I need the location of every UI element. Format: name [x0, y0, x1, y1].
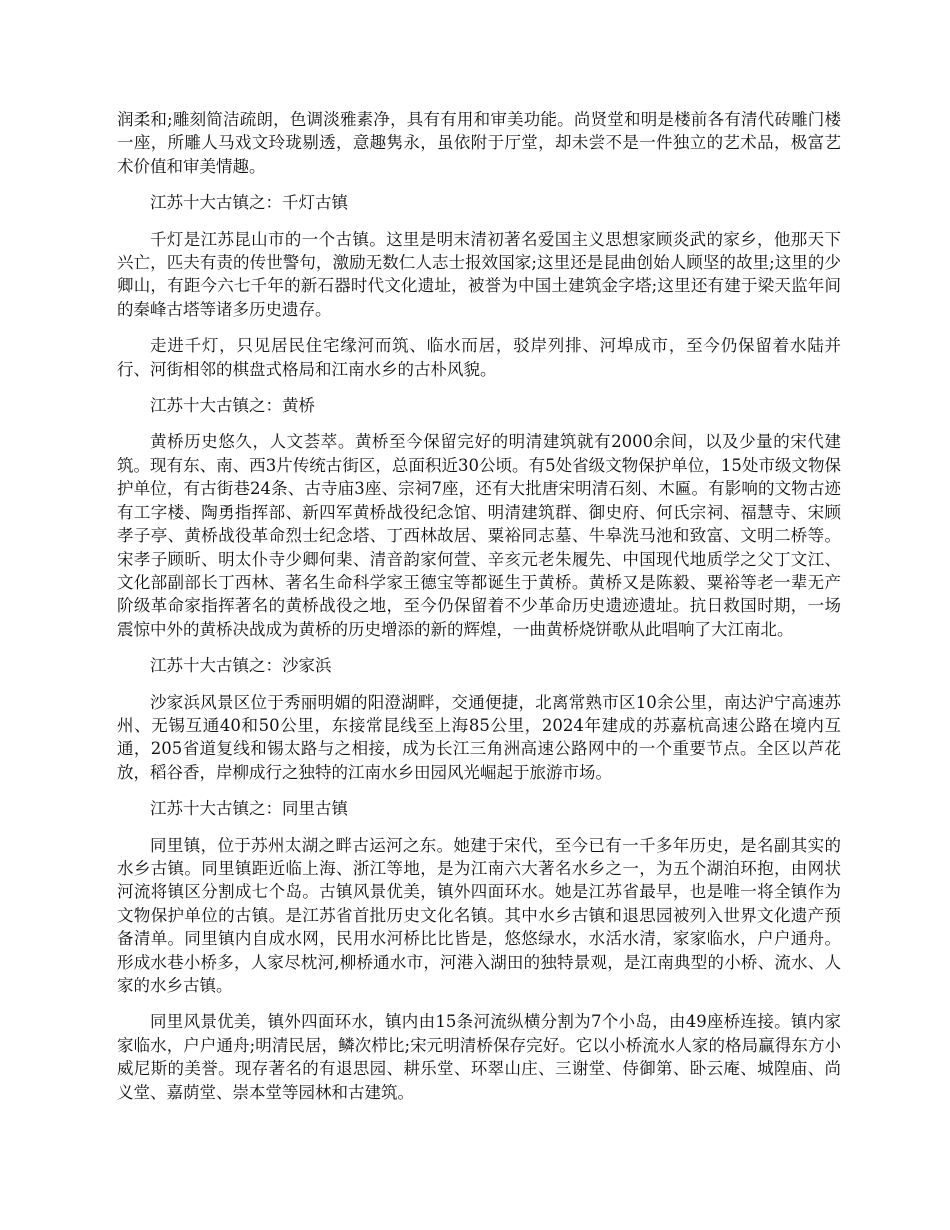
paragraph-tongli-overview: 同里镇，位于苏州太湖之畔古运河之东。她建于宋代，至今已有一千多年历史，是名副其实的水乡古镇。同里镇距近临上海、浙江等地，是为江南六大著名水乡之一，为五个湖泊环抱，由网状河流将镇区分割成七个岛。古镇风景优美，镇外四面环水。她是江苏省最早，也是唯一将全镇作为文物保护单位的古镇。是江苏省首批历史文化名镇。其中水乡古镇和退思园被列入世界文化遗产预备清单。同里镇内自成水网，民用水河桥比比皆是，悠悠绿水，水活水清，家家临水，户户通舟。形成水巷小桥多，人家尽枕河,柳桥通水市，河港入湖田的独特景观，是江南典型的小桥、流水、人家的水乡古镇。 — [117, 835, 841, 995]
paragraph-qiandeng-history: 千灯是江苏昆山市的一个古镇。这里是明末清初著名爱国主义思想家顾炎武的家乡，他那天下兴亡，匹夫有责的传世警句，激励无数仁人志士报效国家;这里还是昆曲创始人顾坚的故里;这里的少卿山，有距今六七千年的新石器时代文化遗址，被誉为中国土建筑金字塔;这里还有建于梁天监年间的秦峰古塔等诸多历史遗存。 — [117, 229, 841, 319]
section-heading-huangqiao: 江苏十大古镇之：黄桥 — [150, 396, 315, 416]
paragraph-qiandeng-layout: 走进千灯，只见居民住宅缘河而筑、临水而居，驳岸列排、河埠成市，至今仍保留着水陆并行、河街相邻的棋盘式格局和江南水乡的古朴风貌。 — [117, 336, 841, 379]
paragraph-huangqiao-history: 黄桥历史悠久，人文荟萃。黄桥至今保留完好的明清建筑就有2000余间，以及少量的宋代建筑。现有东、南、西3片传统古街区，总面积近30公顷。有5处省级文物保护单位，15处市级文物保护单位，有古街巷24条、古寺庙3座、宗祠7座，还有大批唐宋明清石刻、木匾。有影响的文物古迹有工字楼、陶勇指挥部、新四军黄桥战役纪念馆、明清建筑群、御史府、何氏宗祠、福慧寺、宋顾孝子亭、黄桥战役革命烈士纪念塔、丁西林故居、粟裕同志墓、牛皋洗马池和致富、文明二桥等。宋孝子顾昕、明太仆寺少卿何棐、清音韵家何萱、辛亥元老朱履先、中国现代地质学之父丁文江、文化部副部长丁西林、著名生命科学家王德宝等都诞生于黄桥。黄桥又是陈毅、粟裕等老一辈无产阶级革命家指挥著名的黄桥战役之地，至今仍保留着不少革命历史遗迹遗址。抗日救国时期，一场震惊中外的黄桥决战成为黄桥的历史增添的新的辉煌，一曲黄桥烧饼歌从此唱响了大江南北。 — [117, 432, 841, 639]
document-page — [117, 108, 841, 1117]
section-heading-qiandeng: 江苏十大古镇之：千灯古镇 — [150, 193, 348, 213]
section-heading-shajiabang: 江苏十大古镇之：沙家浜 — [150, 656, 332, 676]
paragraph-continued-intro: 润柔和;雕刻简洁疏朗，色调淡雅素净，具有有用和审美功能。尚贤堂和明是楼前各有清代砖雕门楼一座，所雕人马戏文玲珑剔透，意趣隽永，虽依附于厅堂，却未尝不是一件独立的艺术品，极富艺术价值和审美情趣。 — [117, 110, 841, 176]
paragraph-shajiabang-scenic: 沙家浜风景区位于秀丽明媚的阳澄湖畔，交通便捷，北离常熟市区10余公里，南达沪宁高速苏州、无锡互通40和50公里，东接常昆线至上海85公里，2024年建成的苏嘉杭高速公路在境内互通，205省道复线和锡太路与之相接，成为长江三角洲高速公路网中的一个重要节点。全区以芦花放，稻谷香，岸柳成行之独特的江南水乡田园风光崛起于旅游市场。 — [117, 692, 841, 782]
section-heading-tongli: 江苏十大古镇之：同里古镇 — [150, 799, 348, 819]
paragraph-tongli-scenery: 同里风景优美，镇外四面环水，镇内由15条河流纵横分割为7个小岛，由49座桥连接。镇内家家临水，户户通舟;明清民居，鳞次栉比;宋元明清桥保存完好。它以小桥流水人家的格局赢得东方小威尼斯的美誉。现存著名的有退思园、耕乐堂、环翠山庄、三谢堂、侍御第、卧云庵、城隍庙、尚义堂、嘉荫堂、崇本堂等园林和古建筑。 — [117, 1012, 841, 1102]
